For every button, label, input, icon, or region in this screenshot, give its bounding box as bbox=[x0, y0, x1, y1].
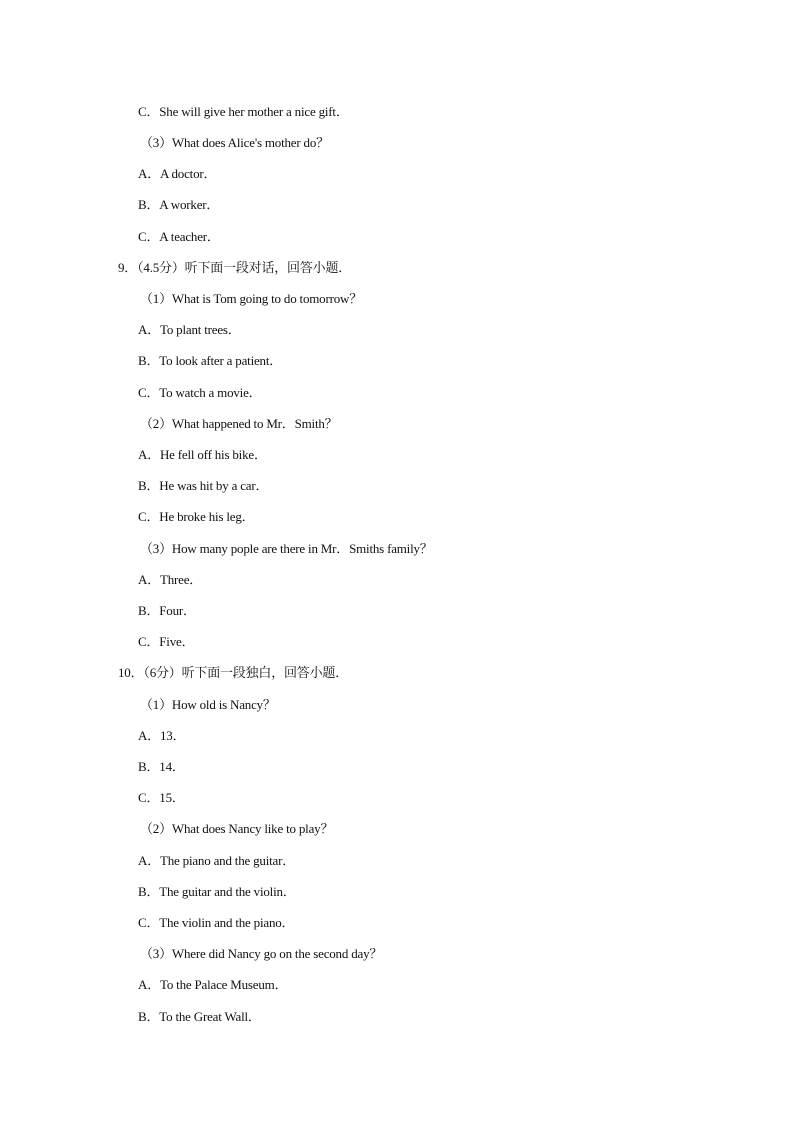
option-line: A．A doctor． bbox=[138, 166, 217, 181]
question-heading: 9．（4.5分）听下面一段对话，回答小题． bbox=[118, 260, 352, 275]
option-line: C．To watch a movie． bbox=[138, 385, 262, 400]
option-line: A．To the Palace Museum． bbox=[138, 977, 288, 992]
option-line: C．He broke his leg． bbox=[138, 509, 255, 524]
sub-question-line: （1）How old is Nancy？ bbox=[140, 697, 276, 712]
sub-question-line: （2）What happened to Mr．Smith？ bbox=[140, 416, 338, 431]
option-line: A．Three． bbox=[138, 572, 203, 587]
option-line: B．He was hit by a car． bbox=[138, 478, 269, 493]
option-line: B．14． bbox=[138, 759, 185, 774]
option-line: C．Five． bbox=[138, 634, 195, 649]
sub-question-line: （3）What does Alice's mother do？ bbox=[140, 135, 329, 150]
option-line: C．The violin and the piano． bbox=[138, 915, 295, 930]
sub-question-line: （3）Where did Nancy go on the second day？ bbox=[140, 946, 383, 961]
sub-question-line: （3）How many pople are there in Mr．Smiths family？ bbox=[140, 541, 433, 556]
option-line: A．13． bbox=[138, 728, 186, 743]
option-line: B．The guitar and the violin． bbox=[138, 884, 296, 899]
sub-question-line: （1）What is Tom going to do tomorrow？ bbox=[140, 291, 363, 306]
option-line: B．Four． bbox=[138, 603, 196, 618]
option-line: B．To look after a patient． bbox=[138, 353, 283, 368]
option-line: B．To the Great Wall． bbox=[138, 1009, 261, 1024]
option-line: C．A teacher． bbox=[138, 229, 220, 244]
question-heading: 10．（6分）听下面一段独白，回答小题． bbox=[118, 665, 349, 680]
option-line: C．She will give her mother a nice gift． bbox=[138, 104, 349, 119]
option-line: A．The piano and the guitar． bbox=[138, 853, 296, 868]
option-line: C．15． bbox=[138, 790, 185, 805]
option-line: A．He fell off his bike． bbox=[138, 447, 267, 462]
option-line: B．A worker． bbox=[138, 197, 220, 212]
option-line: A．To plant trees． bbox=[138, 322, 241, 337]
sub-question-line: （2）What does Nancy like to play？ bbox=[140, 821, 334, 836]
